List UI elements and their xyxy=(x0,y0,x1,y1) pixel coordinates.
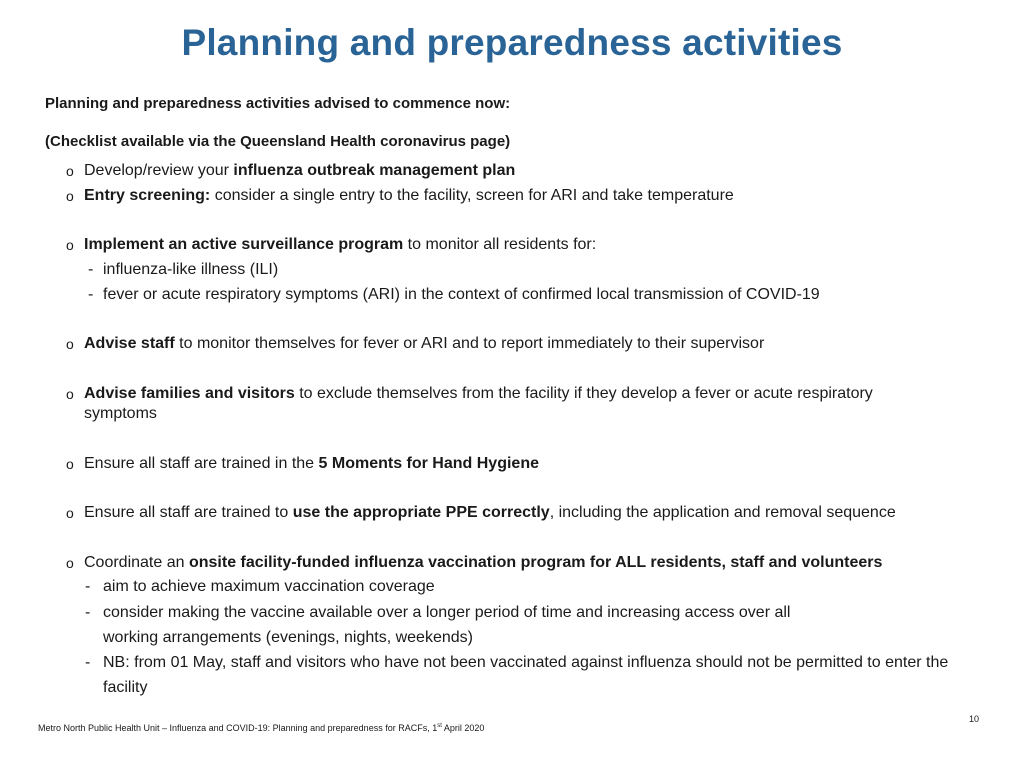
bullet-marker: o xyxy=(66,555,74,571)
bullet-outbreak-plan xyxy=(66,161,986,181)
bullet-entry-screening xyxy=(66,186,986,206)
sub-item-coverage xyxy=(85,577,985,597)
bullet-marker: o xyxy=(66,188,74,204)
bullet-marker: o xyxy=(66,237,74,253)
bullet-hand-hygiene xyxy=(66,454,986,474)
dash-marker: - xyxy=(85,654,91,671)
dash-marker: - xyxy=(85,604,91,621)
sub-item-text: fever or acute respiratory symptoms (ARI) in the context of confirmed local transmission of COVID-19 xyxy=(103,286,820,303)
bullet-text: Ensure all staff are trained in the 5 Moments for Hand Hygiene xyxy=(84,455,539,472)
dash-marker: - xyxy=(88,261,94,278)
dash-marker: - xyxy=(85,578,91,595)
bullet-vaccination-program xyxy=(66,553,986,573)
page-number: 10 xyxy=(968,714,979,724)
sub-item-ili xyxy=(88,260,988,280)
sub-item-availability xyxy=(85,600,845,650)
bullet-marker: o xyxy=(66,163,74,179)
intro-heading: Planning and preparedness activities advised to commence now: xyxy=(45,95,511,112)
bullet-text: Coordinate an onsite facility-funded influenza vaccination program for ALL residents, staff and volunteers xyxy=(84,554,883,571)
sub-item-ari xyxy=(88,285,988,305)
sub-item-text: influenza-like illness (ILI) xyxy=(103,261,279,278)
bullet-marker: o xyxy=(66,386,74,402)
bullet-ppe-training xyxy=(66,503,986,523)
bullet-marker: o xyxy=(66,456,74,472)
footer-citation: Metro North Public Health Unit – Influenza and COVID-19: Planning and preparedness for RACFs, 1st April 2020 xyxy=(38,723,485,733)
bullet-surveillance-program xyxy=(66,235,986,255)
dash-marker: - xyxy=(88,286,94,303)
sub-item-text: aim to achieve maximum vaccination coverage xyxy=(103,578,435,595)
bullet-text: Advise staff to monitor themselves for fever or ARI and to report immediately to their supervisor xyxy=(84,335,765,352)
slide-title: Planning and preparedness activities xyxy=(181,22,843,63)
sub-item-text: consider making the vaccine available over a longer period of time and increasing access over all working arrangements (evenings, nights, weekends) xyxy=(103,604,791,646)
bullet-marker: o xyxy=(66,505,74,521)
bullet-text: Ensure all staff are trained to use the appropriate PPE correctly, including the application and removal sequence xyxy=(84,504,896,521)
bullet-advise-staff xyxy=(66,334,986,354)
bullet-text: Develop/review your influenza outbreak management plan xyxy=(84,162,516,179)
checklist-note: (Checklist available via the Queensland Health coronavirus page) xyxy=(45,133,511,150)
bullet-text: Implement an active surveillance program to monitor all residents for: xyxy=(84,236,597,253)
sub-item-text: NB: from 01 May, staff and visitors who have not been vaccinated against influenza should not be permitted to enter the facility xyxy=(103,654,949,696)
bullet-text: Entry screening: consider a single entry to the facility, screen for ARI and take temperature xyxy=(84,187,734,204)
bullet-advise-families xyxy=(66,384,926,424)
bullet-marker: o xyxy=(66,336,74,352)
sub-item-nb-notice xyxy=(85,650,985,700)
bullet-text: Advise families and visitors to exclude themselves from the facility if they develop a fever or acute respiratory symptoms xyxy=(84,385,873,422)
